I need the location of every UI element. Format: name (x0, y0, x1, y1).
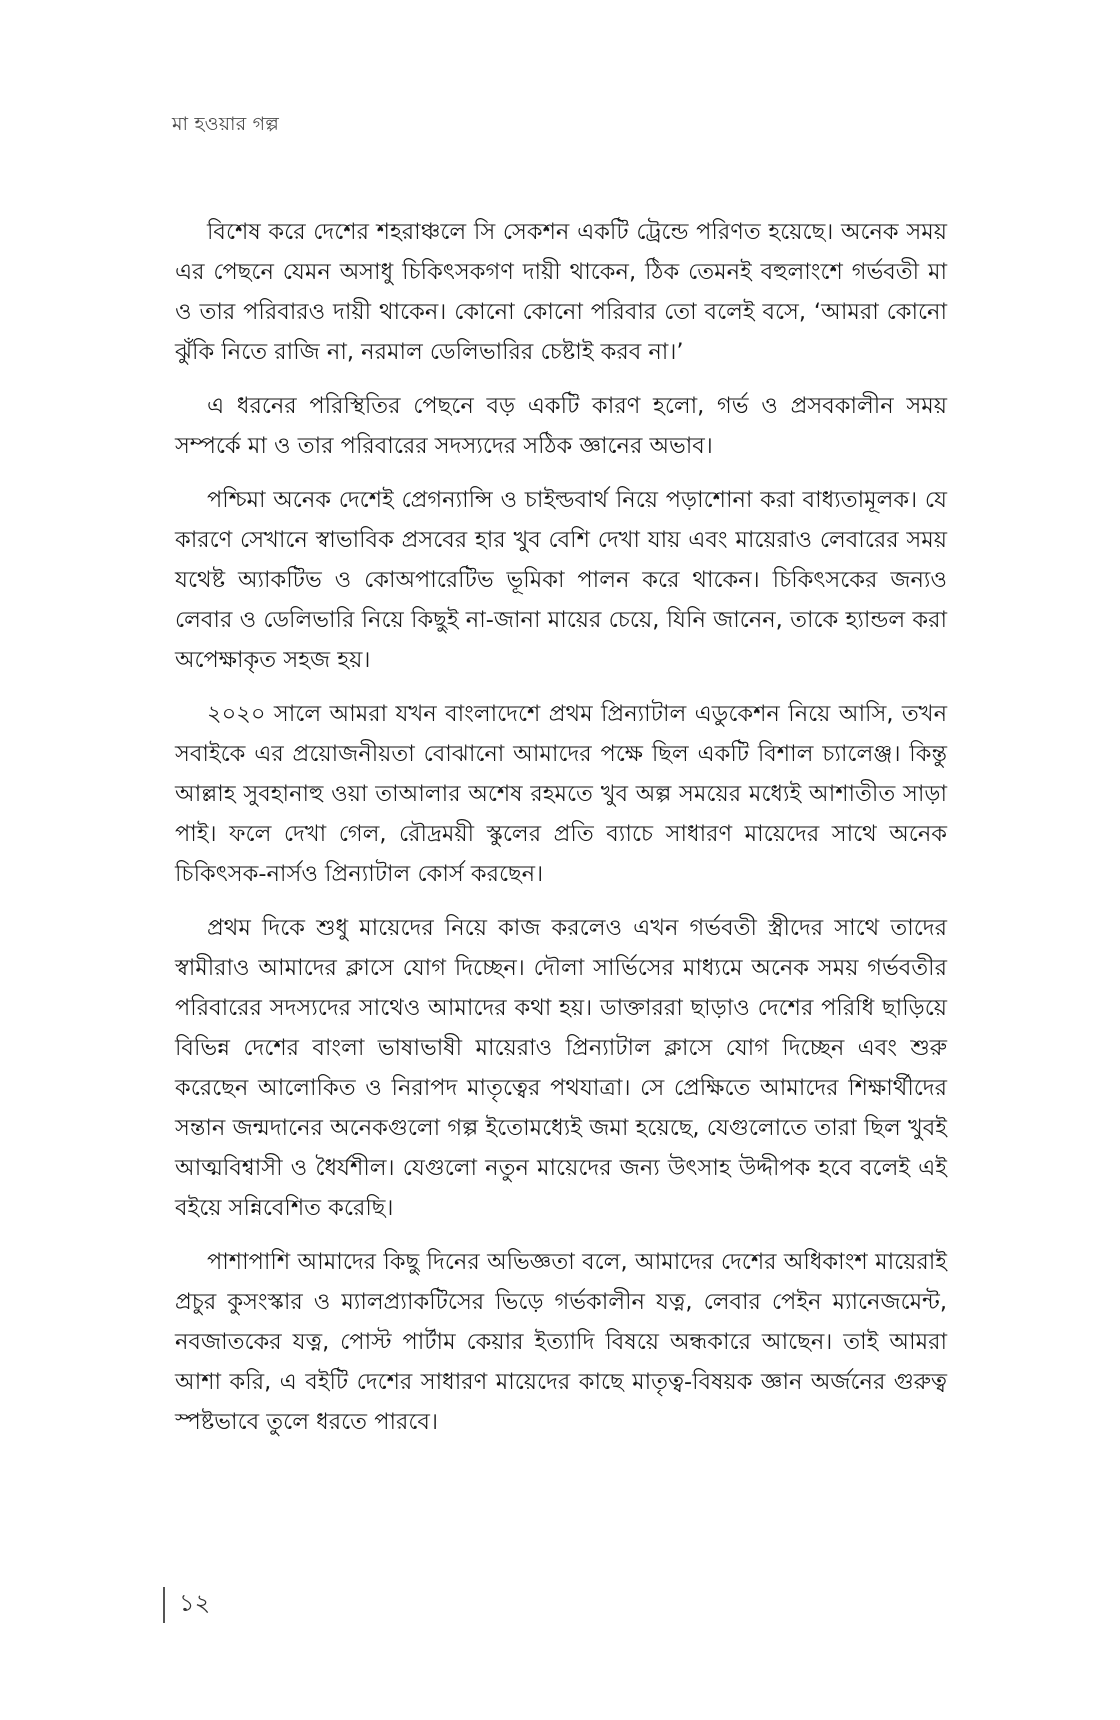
paragraph-4: ২০২০ সালে আমরা যখন বাংলাদেশে প্রথম প্রিন্যাটাল এডুকেশন নিয়ে আসি, তখন সবাইকে এর প্রয়োজনীয়তা বোঝানো আমাদের পক্ষে ছিল একটি বিশাল চ্যালেঞ্জ। কিন্তু আল্লাহ সুবহানাহু ওয়া তাআলার অশেষ রহমতে খুব অল্প সময়ের মধ্যেই আশাতীত সাড়া পাই। ফলে দেখা গেল, রৌদ্রময়ী স্কুলের প্রতি ব্যাচে সাধারণ মায়েদের সাথে অনেক চিকিৎসক-নার্সও প্রিন্যাটাল কোর্স করছেন। (175, 701, 947, 887)
paragraph-6: পাশাপাশি আমাদের কিছু দিনের অভিজ্ঞতা বলে, আমাদের দেশের অধিকাংশ মায়েরাই প্রচুর কুসংস্কার ও ম্যালপ্র্যাকটিসের ভিড়ে গর্ভকালীন যত্ন, লেবার পেইন ম্যানেজমেন্ট, নবজাতকের যত্ন, পোস্ট পার্টাম কেয়ার ইত্যাদি বিষয়ে অন্ধকারে আছেন। তাই আমরা আশা করি, এ বইটি দেশের সাধারণ মায়েদের কাছে মাতৃত্ব-বিষয়ক জ্ঞান অর্জনের গুরুত্ব স্পষ্টভাবে তুলে ধরতে পারবে। (175, 1249, 947, 1435)
paragraph-5: প্রথম দিকে শুধু মায়েদের নিয়ে কাজ করলেও এখন গর্ভবতী স্ত্রীদের সাথে তাদের স্বামীরাও আমাদের ক্লাসে যোগ দিচ্ছেন। দৌলা সার্ভিসের মাধ্যমে অনেক সময় গর্ভবতীর পরিবারের সদস্যদের সাথেও আমাদের কথা হয়। ডাক্তাররা ছাড়াও দেশের পরিধি ছাড়িয়ে বিভিন্ন দেশের বাংলা ভাষাভাষী মায়েরাও প্রিন্যাটাল ক্লাসে যোগ দিচ্ছেন এবং শুরু করেছেন আলোকিত ও নিরাপদ মাতৃত্বের পথযাত্রা। সে প্রেক্ষিতে আমাদের শিক্ষার্থীদের সন্তান জন্মদানের অনেকগুলো গল্প ইতোমধ্যেই জমা হয়েছে, যেগুলোতে তারা ছিল খুবই আত্মবিশ্বাসী ও ধৈর্যশীল। যেগুলো নতুন মায়েদের জন্য উৎসাহ উদ্দীপক হবে বলেই এই বইয়ে সন্নিবেশিত করেছি। (175, 915, 947, 1221)
paragraph-3: পশ্চিমা অনেক দেশেই প্রেগন্যান্সি ও চাইল্ডবার্থ নিয়ে পড়াশোনা করা বাধ্যতামূলক। যে কারণে সেখানে স্বাভাবিক প্রসবের হার খুব বেশি দেখা যায় এবং মায়েরাও লেবারের সময় যথেষ্ট অ্যাকটিভ ও কোঅপারেটিভ ভূমিকা পালন করে থাকেন। চিকিৎসকের জন্যও লেবার ও ডেলিভারি নিয়ে কিছুই না-জানা মায়ের চেয়ে, যিনি জানেন, তাকে হ্যান্ডল করা অপেক্ষাকৃত সহজ হয়। (175, 487, 947, 673)
page-footer (163, 1585, 210, 1625)
paragraph-2: এ ধরনের পরিস্থিতির পেছনে বড় একটি কারণ হলো, গর্ভ ও প্রসবকালীন সময় সম্পর্কে মা ও তার পরিবারের সদস্যদের সঠিক জ্ঞানের অভাব। (175, 393, 947, 459)
running-head-title: মা হওয়ার গল্প (172, 113, 280, 135)
page-number: ১২ (179, 1589, 211, 1617)
body-text (175, 212, 947, 1456)
footer-rule-divider (163, 1587, 165, 1623)
paragraph-1: বিশেষ করে দেশের শহরাঞ্চলে সি সেকশন একটি ট্রেন্ডে পরিণত হয়েছে। অনেক সময় এর পেছনে যেমন অসাধু চিকিৎসকগণ দায়ী থাকেন, ঠিক তেমনই বহুলাংশে গর্ভবতী মা ও তার পরিবারও দায়ী থাকেন। কোনো কোনো পরিবার তো বলেই বসে, ‘আমরা কোনো ঝুঁকি নিতে রাজি না, নরমাল ডেলিভারির চেষ্টাই করব না।’ (175, 219, 947, 365)
